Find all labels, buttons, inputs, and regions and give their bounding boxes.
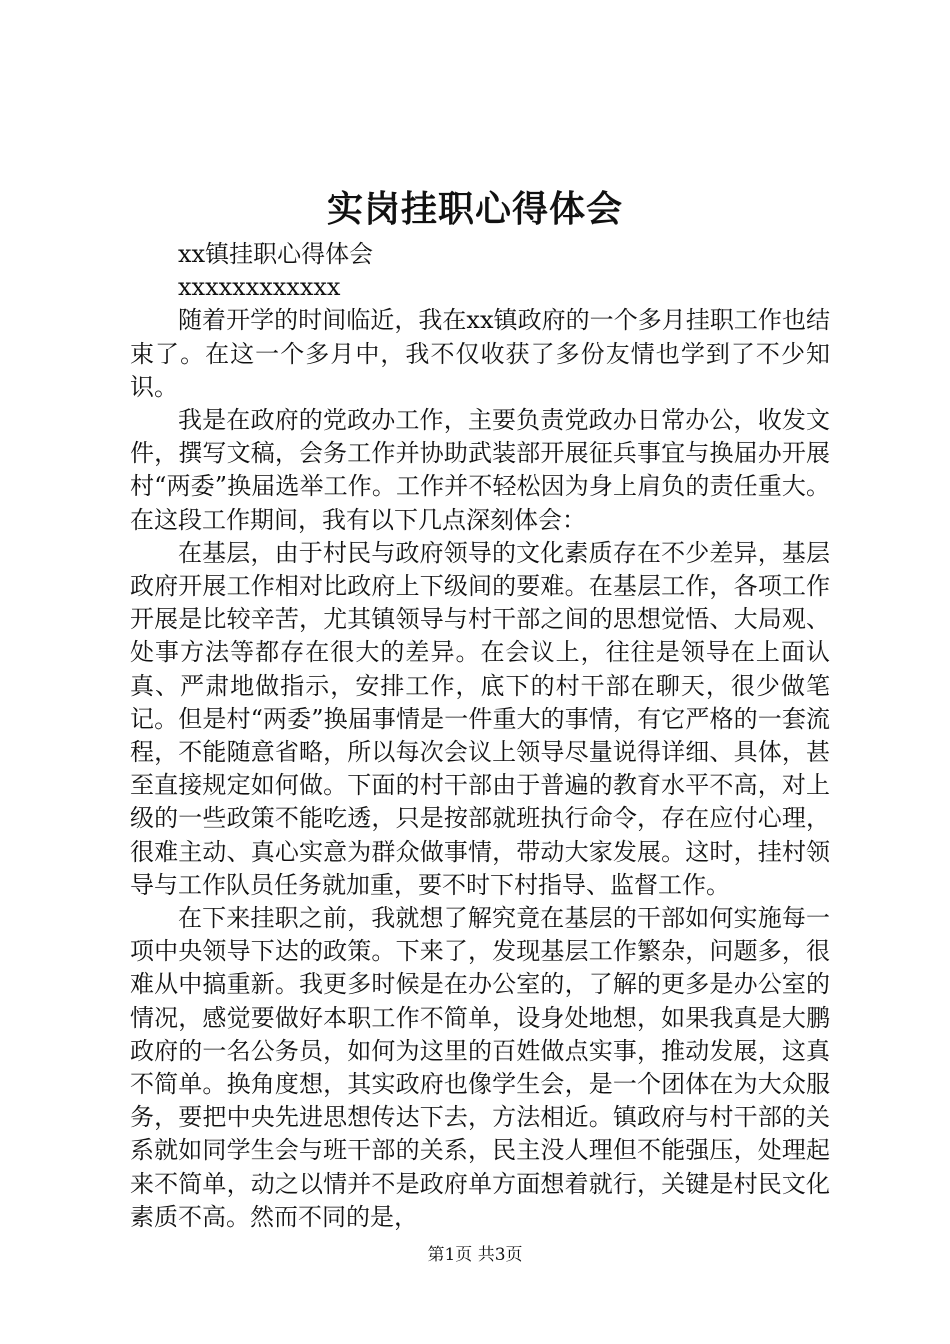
document-body [130,238,830,1234]
page-number: 第1页 共3页 [427,1245,523,1265]
subtitle-line: xx镇挂职心得体会 [178,240,374,268]
author-line: xxxxxxxxxxxx [178,273,341,302]
document-title: 实岗挂职心得体会 [326,188,623,230]
paragraph-2: 我是在政府的党政办工作，主要负责党政办日常办公，收发文件，撰写文稿，会务工作并协助武装部开展征兵事宜与换届办开展村“两委”换届选举工作。工作并不轻松因为身上肩负的责任重大。在这段工作期间，我有以下几点深刻体会： [130,406,830,534]
paragraph-3: 在基层，由于村民与政府领导的文化素质存在不少差异，基层政府开展工作相对比政府上下级间的要难。在基层工作，各项工作开展是比较辛苦，尤其镇领导与村干部之间的思想觉悟、大局观、处事方法等都存在很大的差异。在会议上，往往是领导在上面认真、严肃地做指示，安排工作，底下的村干部在聊天，很少做笔记。但是村“两委”换届事情是一件重大的事情，有它严格的一套流程，不能随意省略，所以每次会议上领导尽量说得详细、具体，甚至直接规定如何做。下面的村干部由于普遍的教育水平不高，对上级的一些政策不能吃透，只是按部就班执行命令，存在应付心理，很难主动、真心实意为群众做事情，带动大家发展。这时，挂村领导与工作队员任务就加重，要不时下村指导、监督工作。 [130,538,830,899]
paragraph-4: 在下来挂职之前，我就想了解究竟在基层的干部如何实施每一项中央领导下达的政策。下来了，发现基层工作繁杂，问题多，很难从中搞重新。我更多时候是在办公室的，了解的更多是办公室的情况，感觉要做好本职工作不简单，设身处地想，如果我真是大鹏政府的一名公务员，如何为这里的百姓做点实事，推动发展，这真不简单。换角度想，其实政府也像学生会，是一个团体在为大众服务，要把中央先进思想传达下去，方法相近。镇政府与村干部的关系就如同学生会与班干部的关系，民主没人理但不能强压，处理起来不简单，动之以情并不是政府单方面想着就行，关键是村民文化素质不高。然而不同的是， [130,904,830,1231]
paragraph-1: 随着开学的时间临近，我在xx镇政府的一个多月挂职工作也结束了。在这一个多月中，我不仅收获了多份友情也学到了不少知识。 [130,306,830,401]
